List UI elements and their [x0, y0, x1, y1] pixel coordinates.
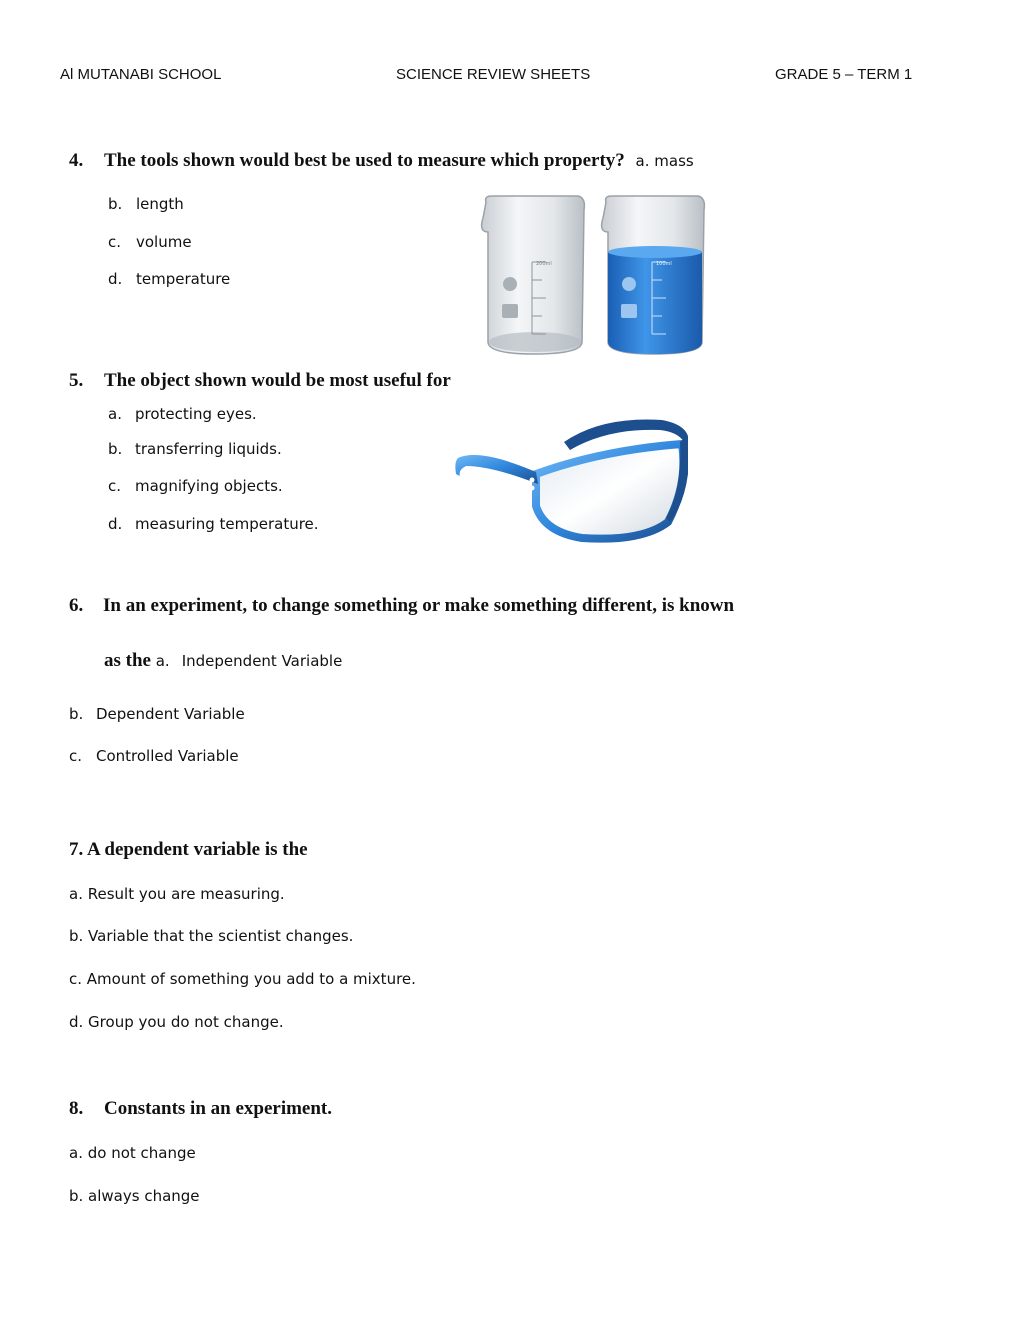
option-d: d. temperature [108, 270, 231, 288]
question-number: 4. [69, 150, 84, 171]
question-7: 7. A dependent variable is the [69, 839, 308, 860]
option-c: c. Amount of something you add to a mixture. [69, 970, 416, 988]
question-number: 8. [69, 1098, 84, 1119]
question-text: The tools shown would best be used to measure which property? [104, 150, 625, 171]
question-text: as the [104, 650, 151, 671]
option-c: c. volume [108, 233, 192, 251]
option-b: b. transferring liquids. [108, 440, 282, 458]
option-b: b. always change [69, 1187, 200, 1205]
question-number: 5. [69, 370, 84, 391]
option-a: a. protecting eyes. [108, 405, 257, 423]
filled-beaker [602, 196, 705, 354]
question-8 [69, 1098, 332, 1120]
option-a: a. Result you are measuring. [69, 885, 285, 903]
question-6 [69, 595, 734, 617]
question-6-continued [104, 650, 342, 672]
question-text: The object shown would be most useful for [104, 370, 451, 391]
beaker-label: 200ml [536, 261, 552, 267]
beakers-illustration [474, 192, 714, 362]
empty-beaker [482, 196, 585, 354]
header-grade: GRADE 5 – TERM 1 [775, 66, 913, 83]
beaker-label: 100ml [656, 261, 672, 267]
option-a: a. Independent Variable [155, 652, 343, 670]
question-5 [69, 370, 451, 392]
question-text: In an experiment, to change something or make something different, is known [103, 595, 735, 616]
question-number: 6. [69, 595, 84, 616]
option-b: b. Dependent Variable [69, 705, 245, 723]
option-b: b. Variable that the scientist changes. [69, 927, 354, 945]
header-school: Al MUTANABI SCHOOL [60, 66, 222, 83]
header-title: SCIENCE REVIEW SHEETS [396, 66, 591, 83]
option-a: a. mass [635, 152, 694, 170]
question-text: Constants in an experiment. [104, 1098, 333, 1119]
option-c: c. Controlled Variable [69, 747, 239, 765]
option-a: a. do not change [69, 1144, 196, 1162]
option-d: d. Group you do not change. [69, 1013, 284, 1031]
safety-glasses-illustration [452, 414, 697, 546]
question-4 [69, 150, 694, 172]
option-c: c. magnifying objects. [108, 477, 283, 495]
option-d: d. measuring temperature. [108, 515, 319, 533]
option-b: b. length [108, 195, 184, 213]
